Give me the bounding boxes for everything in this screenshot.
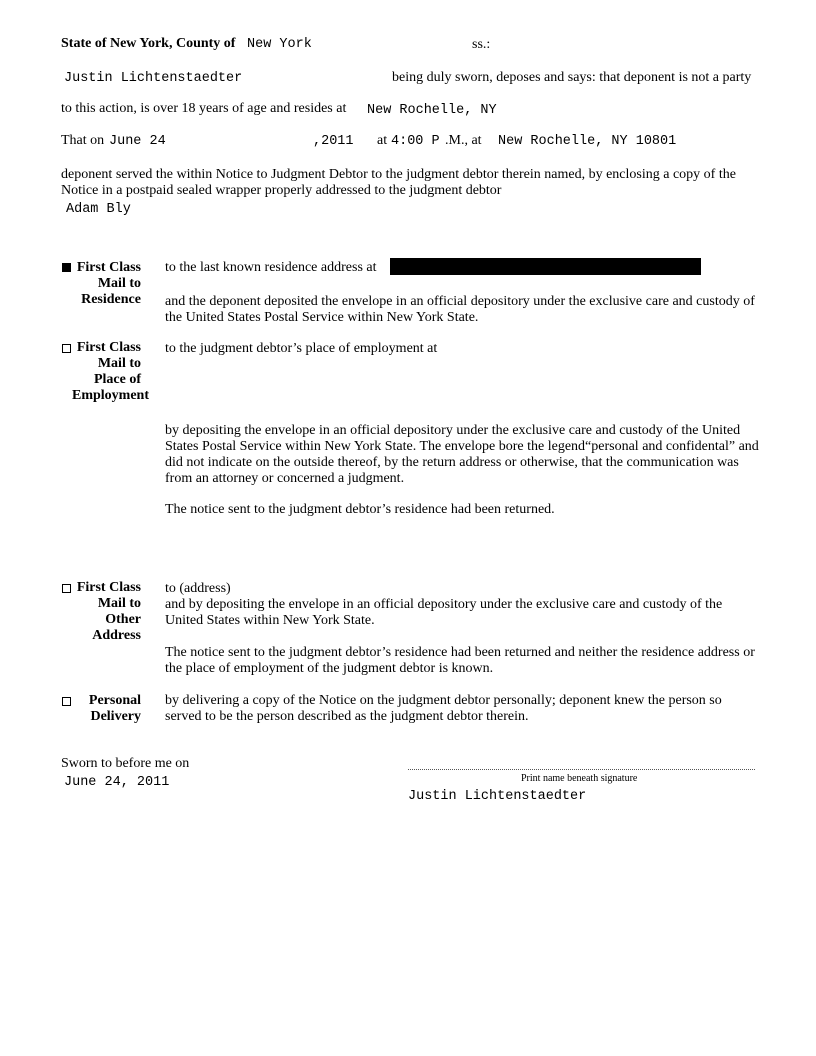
that-on-label: That on [61,133,105,148]
m-at-label: .M., at [445,133,482,148]
employment-option-label: First Class Mail to Place of Employment [72,340,149,403]
residence-deposit-text: and the deponent deposited the envelope in an official depository under the exclusive care and custody of the United States Postal Service within New York State. [165,294,755,325]
signature-line [408,769,755,770]
service-time: 4:00 P [391,134,440,149]
personal-delivery-option-label: Personal Delivery [88,693,141,724]
served-paragraph: deponent served the within Notice to Judgment Debtor to the judgment debtor therein named, by enclosing a copy of the Notice in a postpaid sealed wrapper properly addressed to the judgment debtor [61,167,736,198]
deponent-name: Justin Lichtenstaedter [64,71,243,86]
other-address-deposit-text: and by depositing the envelope in an official depository under the exclusive care and custody of the United States within New York State. [165,597,723,628]
employment-checkbox[interactable] [62,344,71,353]
service-location: New Rochelle, NY 10801 [498,134,677,149]
resides-text: to this action, is over 18 years of age and resides at [61,101,347,116]
other-address-option-label: First Class Mail to Other Address [76,580,141,643]
county-value: New York [247,37,312,52]
signer-name: Justin Lichtenstaedter [408,789,587,804]
residence-text: to the last known residence address at [165,260,377,275]
sworn-label: Sworn to before me on [61,756,190,771]
employment-deposit-text: by depositing the envelope in an official depository under the exclusive care and custody of the United States Postal Service within New York State. The envelope bore the legend“personal and confidental” and did not indicate on the outside thereof, by the return address or otherwise, that the communication was from an attorney or concerned a judgment. [165,423,759,486]
debtor-name: Adam Bly [66,202,131,217]
service-date: June 24 [109,134,166,149]
residence-option-label: First Class Mail to Residence [76,260,141,307]
sworn-text: being duly sworn, deposes and says: that deponent is not a party [392,70,752,85]
service-year: ,2011 [313,134,354,149]
employment-text: to the judgment debtor’s place of employment at [165,341,438,356]
personal-delivery-text: by delivering a copy of the Notice on the judgment debtor personally; deponent knew the person so served to be the person described as the judgment debtor therein. [165,693,722,724]
at-label: at [377,133,388,148]
ss-label: ss.: [472,37,491,52]
other-address-returned-text: The notice sent to the judgment debtor’s residence had been returned and neither the residence address or the place of employment of the judgment debtor is known. [165,645,755,676]
sworn-date: June 24, 2011 [64,775,170,790]
residence-value: New Rochelle, NY [367,103,497,118]
personal-delivery-checkbox[interactable] [62,697,71,706]
employment-returned-text: The notice sent to the judgment debtor’s residence had been returned. [165,502,555,517]
other-address-checkbox[interactable] [62,584,71,593]
other-address-text: to (address) [165,581,231,596]
redacted-address [390,258,701,275]
print-name-label: Print name beneath signature [521,773,638,784]
state-county-label: State of New York, County of [61,36,236,51]
residence-checkbox[interactable] [62,263,71,272]
